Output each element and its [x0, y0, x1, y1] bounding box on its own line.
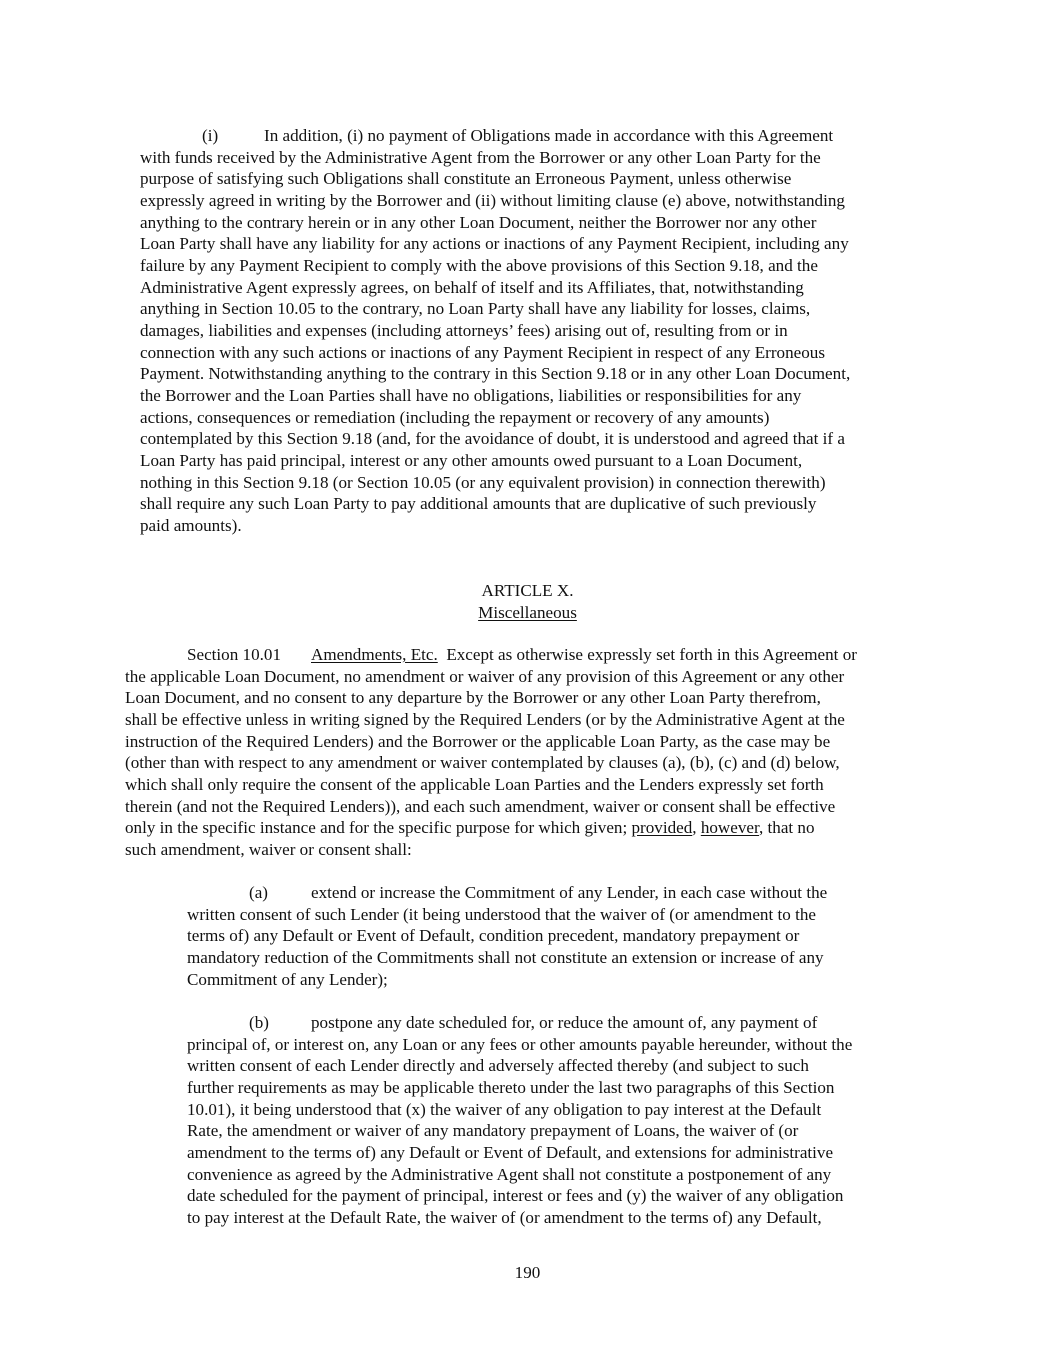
paragraph-line: with funds received by the Administrative Agent from the Borrower or any other Loan Party for the	[140, 147, 821, 167]
clause-label: (a)	[249, 883, 268, 902]
line-text: extend or increase the Commitment of any Lender, in each case without the	[311, 883, 828, 902]
paragraph-i	[140, 125, 940, 536]
article-heading: ARTICLE X.	[481, 581, 574, 600]
paragraph-line: damages, liabilities and expenses (including attorneys’ fees) arising out of, resulting from or in	[140, 320, 788, 340]
paragraph-line: shall be effective unless in writing signed by the Required Lenders (or by the Administrative Agent at the	[125, 709, 845, 729]
paragraph-line: anything to the contrary herein or in any other Loan Document, neither the Borrower nor any other	[140, 212, 817, 232]
proviso-line: only in the specific instance and for the specific purpose for which given; provided, however, that no	[125, 818, 815, 838]
section-first-line-text: Except as otherwise expressly set forth in this Agreement or	[446, 645, 857, 664]
paragraph-line: shall require any such Loan Party to pay additional amounts that are duplicative of such previously	[140, 494, 817, 514]
paragraph-line: actions, consequences or remediation (including the repayment or recovery of any amounts)	[140, 407, 770, 427]
paragraph-line: instruction of the Required Lenders) and the Borrower or the applicable Loan Party, as the case may be	[125, 731, 831, 751]
paragraph-line	[249, 882, 942, 904]
paragraph-line: mandatory reduction of the Commitments shall not constitute an extension or increase of any	[187, 947, 824, 967]
proviso-line-start: only in the specific instance and for the specific purpose for which given;	[125, 818, 628, 838]
clause-b	[187, 1012, 942, 1229]
paragraph-line: Loan Party has paid principal, interest or any other amounts owed pursuant to a Loan Document,	[140, 450, 803, 470]
paragraph-line: to pay interest at the Default Rate, the waiver of (or amendment to the terms of) any Default,	[187, 1207, 822, 1227]
clause-a	[187, 882, 942, 990]
paragraph-line: therein (and not the Required Lenders)), and each such amendment, waiver or consent shall be effective	[125, 796, 836, 816]
paragraph-line: (other than with respect to any amendment or waiver contemplated by clauses (a), (b), (c) and (d) below,	[125, 753, 840, 773]
paragraph-line: date scheduled for the payment of principal, interest or fees and (y) the waiver of any obligation	[187, 1186, 844, 1206]
proviso-line-end: , that no	[758, 818, 815, 838]
paragraph-line: Loan Document, and no consent to any departure by the Borrower or any other Loan Party therefrom,	[125, 688, 821, 708]
paragraph-line: 10.01), it being understood that (x) the waiver of any obligation to pay interest at the Default	[187, 1099, 822, 1119]
paragraph-line: Payment. Notwithstanding anything to the contrary in this Section 9.18 or in any other Loan Document,	[140, 364, 851, 384]
paragraph-line: principal of, or interest on, any Loan or any fees or other amounts payable hereunder, without the	[187, 1034, 853, 1054]
paragraph-line: nothing in this Section 9.18 (or Section 10.05 (or any equivalent provision) in connection therewith)	[140, 472, 826, 492]
paragraph-line: connection with any such actions or inactions of any Payment Recipient in respect of any Erroneous	[140, 342, 825, 362]
provided-term: provided	[631, 818, 693, 838]
paragraph-line: further requirements as may be applicable thereto under the last two paragraphs of this Section	[187, 1077, 835, 1097]
paragraph-line: such amendment, waiver or consent shall:	[125, 839, 412, 859]
paragraph-line: written consent of each Lender directly and adversely affected thereby (and subject to such	[187, 1056, 809, 1076]
paragraph-line: contemplated by this Section 9.18 (and, for the avoidance of doubt, it is understood and agreed that if a	[140, 429, 845, 449]
section-10-01	[125, 644, 940, 861]
paragraph-line: which shall only require the consent of the applicable Loan Parties and the Lenders expressly set forth	[125, 774, 824, 794]
clause-label: (b)	[249, 1013, 269, 1032]
paragraph-line: failure by any Payment Recipient to comply with the above provisions of this Section 9.18, and the	[140, 255, 818, 275]
page-number: 190	[514, 1263, 541, 1282]
paragraph-line: Rate, the amendment or waiver of any mandatory prepayment of Loans, the waiver of (or	[187, 1121, 799, 1141]
however-term: however	[700, 818, 759, 838]
paragraph-line: Administrative Agent expressly agrees, on behalf of itself and its Affiliates, that, notwithstanding	[140, 277, 804, 297]
paragraph-line	[249, 1012, 942, 1034]
section-number: Section 10.01	[187, 645, 282, 664]
paragraph-line: amendment to the terms of) any Default or Event of Default, and extensions for administrative	[187, 1142, 834, 1162]
article-subtitle-text: Miscellaneous	[478, 603, 577, 622]
article-subtitle	[0, 602, 1055, 624]
paragraph-line: anything in Section 10.05 to the contrary, no Loan Party shall have any liability for losses, claims,	[140, 299, 811, 319]
paragraph-line: paid amounts).	[140, 515, 242, 535]
clause-label: (i)	[202, 126, 219, 145]
line-text: postpone any date scheduled for, or reduce the amount of, any payment of	[311, 1013, 818, 1032]
paragraph-line: Commitment of any Lender);	[187, 969, 388, 989]
paragraph-line: convenience as agreed by the Administrative Agent shall not constitute a postponement of any	[187, 1164, 832, 1184]
paragraph-line: written consent of such Lender (it being understood that the waiver of (or amendment to the	[187, 904, 816, 924]
paragraph-line: the applicable Loan Document, no amendment or waiver of any provision of this Agreement or any other	[125, 666, 845, 686]
paragraph-line: terms of) any Default or Event of Default, condition precedent, mandatory prepayment or	[187, 926, 800, 946]
section-first-line	[187, 644, 940, 666]
paragraph-line: the Borrower and the Loan Parties shall have no obligations, liabilities or responsibilities for any	[140, 385, 802, 405]
paragraph-line: purpose of satisfying such Obligations shall constitute an Erroneous Payment, unless otherwise	[140, 169, 792, 189]
section-title: Amendments, Etc.	[311, 645, 438, 664]
paragraph-line: Loan Party shall have any liability for any actions or inactions of any Payment Recipient, including any	[140, 234, 849, 254]
paragraph-line: expressly agreed in writing by the Borrower and (ii) without limiting clause (e) above, notwithstanding	[140, 190, 845, 210]
paragraph-line	[202, 125, 940, 147]
line-text: In addition, (i) no payment of Obligations made in accordance with this Agreement	[264, 126, 834, 145]
